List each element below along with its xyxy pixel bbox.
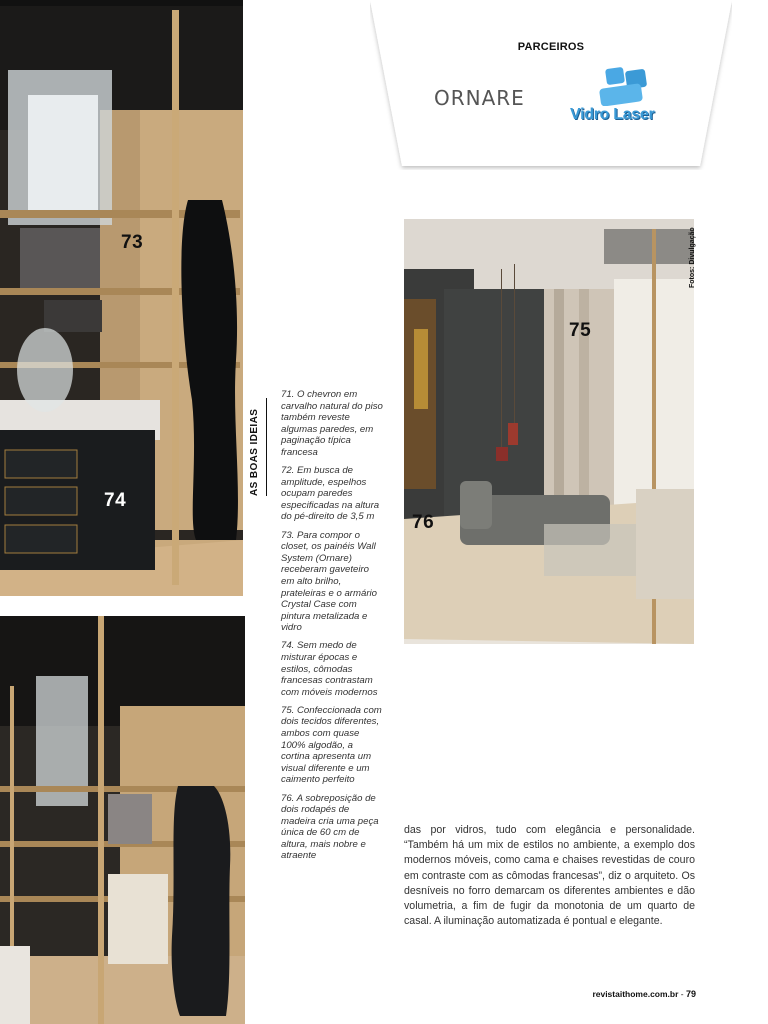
vidro-laser-logo bbox=[570, 66, 670, 128]
partners-banner bbox=[370, 0, 732, 170]
photo-number-73: 73 bbox=[121, 232, 144, 253]
page-number: 79 bbox=[685, 989, 696, 999]
vidro-laser-text: Vidro Laser bbox=[570, 106, 655, 123]
caption-75: 75. Confeccionada com dois tecidos diferentes, ambos com quase 100% algodão, a cortina apresenta um visual diferente e um caimento perfeito bbox=[281, 704, 382, 786]
caption-74: 74. Sem medo de misturar épocas e estilos, cômodas francesas contrastam com móveis modernos bbox=[281, 640, 378, 698]
caption-71: 71. O chevron em carvalho natural do piso também reveste algumas paredes, em paginação típica francesa bbox=[281, 389, 383, 458]
caption-76: 76. A sobreposição de dois rodapés de madeira cria uma peça única de 60 cm de altura, mais nobre e atraente bbox=[281, 792, 379, 862]
captions-column bbox=[281, 389, 383, 869]
footer-url: revistaithome.com.br bbox=[592, 989, 679, 999]
caption-73: 73. Para compor o closet, os painéis Wall System (Ornare) receberam gaveteiro em alto brilho, prateleiras e o armário Crystal Case com pintura metalizada e vidro bbox=[281, 529, 377, 634]
closet-photo-bottom bbox=[0, 616, 245, 1024]
photo-number-74: 74 bbox=[104, 490, 127, 511]
ornare-logo: ORNARE bbox=[434, 86, 525, 110]
section-rule bbox=[266, 398, 267, 496]
caption-72: 72. Em busca de amplitude, espelhos ocupam paredes especificadas na altura do pé-direito de 3,5 m bbox=[281, 465, 380, 523]
partners-title: PARCEIROS bbox=[517, 41, 585, 53]
body-paragraph: das por vidros, tudo com elegância e personalidade. “Também há um mix de estilos no ambiente, a exemplo dos modernos móveis, como cama e chaises revestidas de couro em contraste com as cômodas francesas”, diz o arquiteto. Os desníveis no forro demarcam os diferentes ambientes e dão volumetria, a fim de fugir da monotonia de um quarto de casal. A iluminação automatizada é pontual e elegante. bbox=[404, 824, 695, 928]
bedroom-photo bbox=[404, 219, 694, 644]
section-heading: AS BOAS IDEIAS bbox=[249, 408, 260, 496]
vidro-laser-icon bbox=[586, 66, 656, 106]
footer-separator: - bbox=[678, 989, 686, 999]
page-footer bbox=[560, 989, 696, 999]
photo-credit: Fotos: Divulgação bbox=[689, 227, 696, 288]
photo-number-76: 76 bbox=[412, 512, 435, 533]
photo-number-75: 75 bbox=[569, 320, 592, 341]
